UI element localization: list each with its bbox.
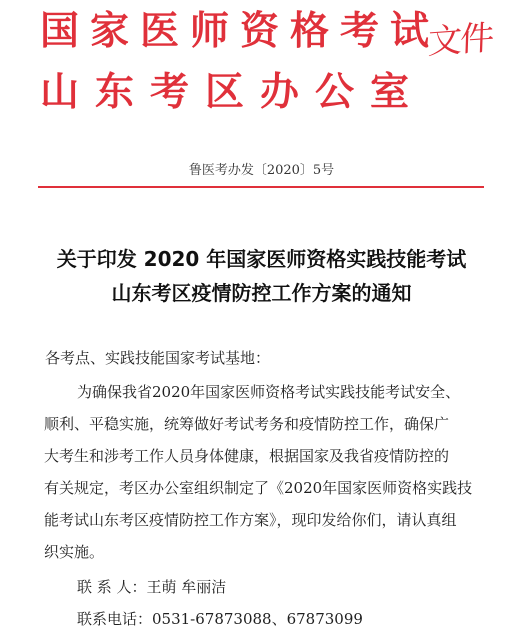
red-divider-line [38, 186, 484, 188]
contact-phone: 联系电话：0531-67873088、67873099 [77, 610, 363, 628]
paragraph-line: 织实施。 [44, 543, 105, 561]
paragraph-line: 顺利、平稳实施，统筹做好考试考务和疫情防控工作，确保广 [44, 415, 450, 433]
document-stamp-wenjian: 文件 [427, 18, 493, 63]
paragraph-line: 能考试山东考区疫情防控工作方案》，现印发给你们，请认真组 [44, 511, 457, 529]
document-title-line-2: 山东考区疫情防控工作方案的通知 [111, 281, 412, 305]
document-title-line-1: 关于印发 2020 年国家医师资格实践技能考试 [56, 247, 467, 271]
issuing-authority-line-2: 山东考区办公室 [40, 70, 426, 115]
paragraph-line: 有关规定，考区办公室组织制定了《2020年国家医师资格实践技 [44, 479, 473, 497]
paragraph-line: 大考生和涉考工作人员身体健康，根据国家及我省疫情防控的 [44, 447, 450, 465]
document-number: 鲁医考办发〔2020〕5号 [188, 163, 335, 178]
salutation: 各考点、实践技能国家考试基地： [45, 349, 271, 367]
contact-people: 联 系 人：王萌 牟丽洁 [77, 578, 227, 596]
issuing-authority-line-1: 国家医师资格考试 [40, 9, 441, 54]
paragraph-line: 为确保我省2020年国家医师资格考试实践技能考试安全、 [77, 383, 461, 401]
